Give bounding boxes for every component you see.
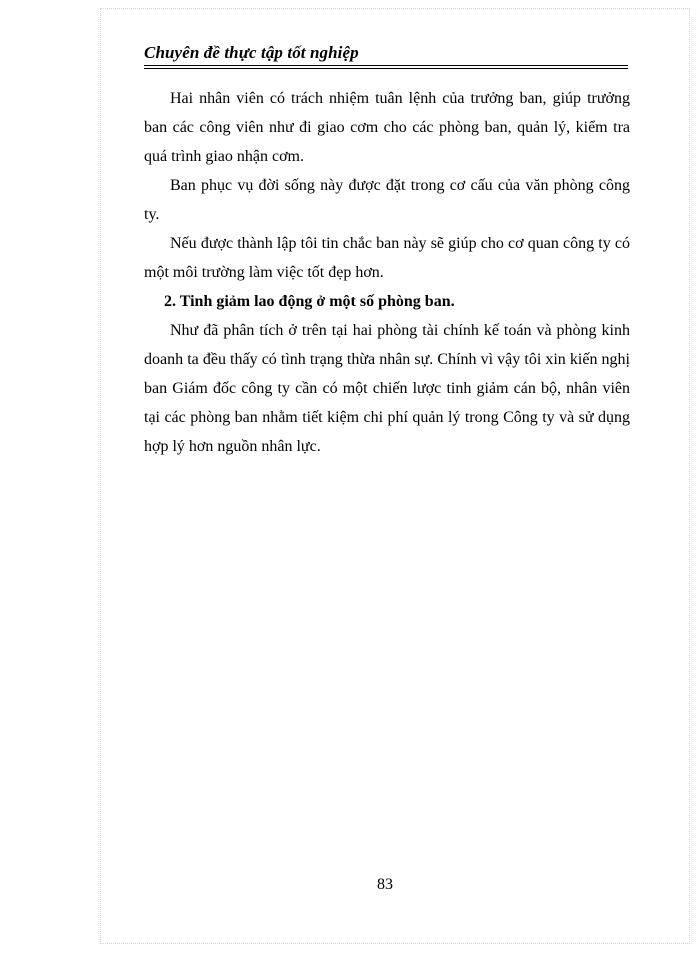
- paragraph-downsizing: Như đã phân tích ở trên tại hai phòng tài chính kế toán và phòng kinh doanh ta đều thấy có tình trạng thừa nhân sự. Chính vì vậy tôi xin kiến nghị ban Giám đốc công ty cần có một chiến lược tinh giảm cán bộ, nhân viên tại các phòng ban nhằm tiết kiệm chi phí quản lý trong Công ty và sử dụng hợp lý hơn nguồn nhân lực.: [144, 322, 630, 455]
- running-header: Chuyên đề thực tập tốt nghiệp: [144, 43, 359, 62]
- paragraph-staff-duties: Hai nhân viên có trách nhiệm tuân lệnh của trưởng ban, giúp trưởng ban các công viên như đi giao cơm cho các phòng ban, quản lý, kiểm tra quá trình giao nhận cơm.: [144, 90, 630, 165]
- paragraph-benefit: Nếu được thành lập tôi tin chắc ban này sẽ giúp cho cơ quan công ty có một môi trường làm việc tốt đẹp hơn.: [144, 235, 630, 281]
- page-number: 83: [377, 876, 393, 893]
- document-body: [144, 84, 630, 461]
- paragraph-service-board: Ban phục vụ đời sống này được đặt trong cơ cấu của văn phòng công ty.: [144, 177, 630, 223]
- header-double-rule: [144, 65, 628, 69]
- section-heading: 2. Tinh giảm lao động ở một số phòng ban.: [164, 293, 455, 310]
